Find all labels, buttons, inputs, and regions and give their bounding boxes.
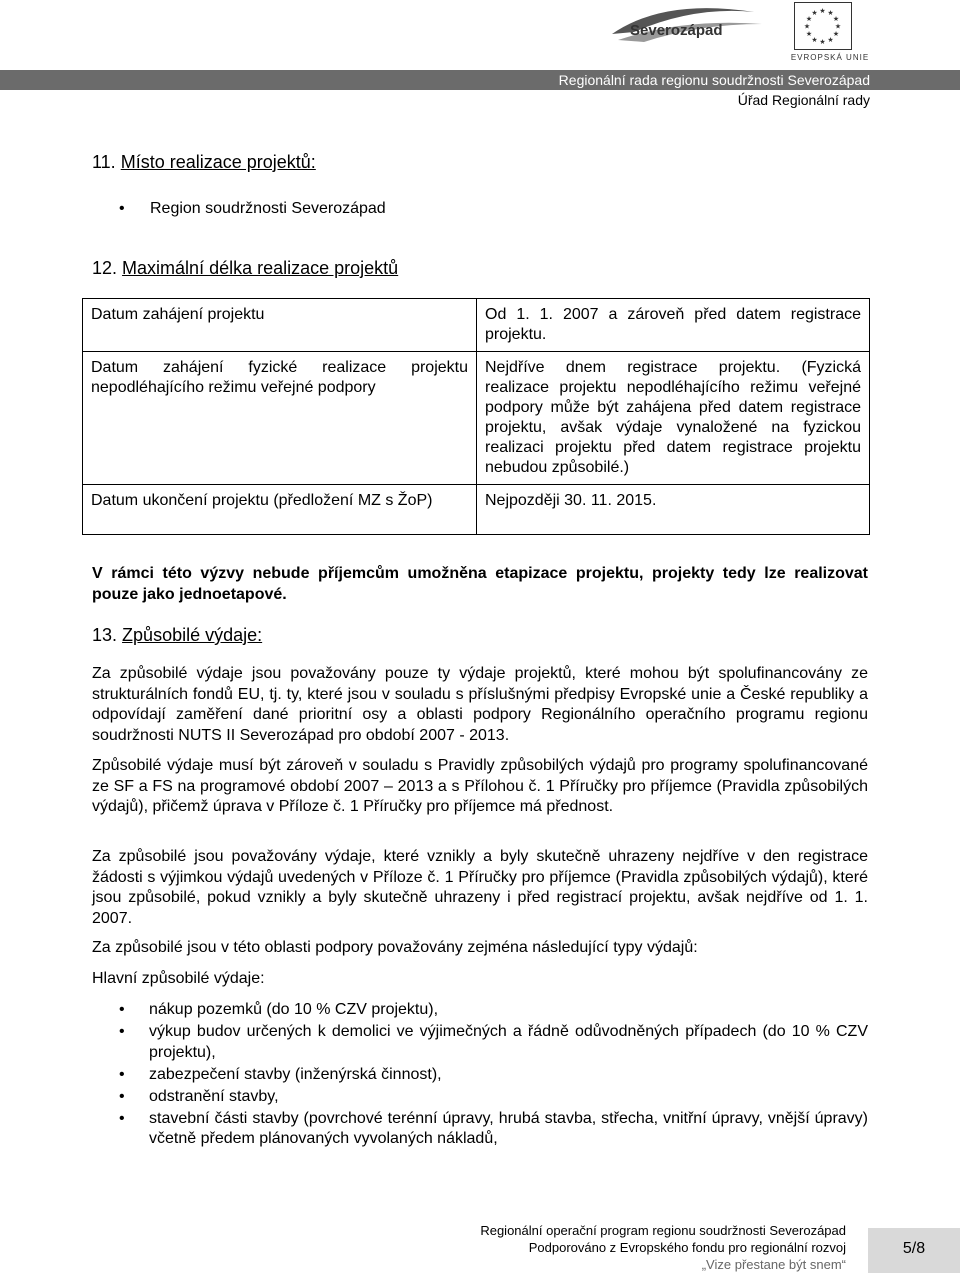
eu-flag-icon	[794, 2, 852, 50]
svg-text:★: ★	[811, 36, 818, 44]
header-bar	[0, 70, 960, 90]
section-11-heading	[92, 152, 316, 173]
etapization-note: V rámci této výzvy nebude příjemcům umožněna etapizace projektu, projekty tedy lze realizovat pouze jako jednoetapové.	[92, 565, 868, 603]
subheading: Hlavní způsobilé výdaje:	[92, 970, 265, 987]
section-11-bullet-text: Region soudržnosti Severozápad	[150, 200, 386, 217]
section-11-title: Místo realizace projektů:	[120, 152, 316, 172]
section-12-title: Maximální délka realizace projektů	[122, 258, 399, 278]
table-row	[83, 485, 870, 535]
section-12-heading	[92, 258, 398, 279]
severozapad-logo-text: Severozápad	[630, 22, 723, 39]
page-number: 5/8	[902, 1240, 926, 1257]
severozapad-swoosh-icon	[604, 4, 774, 48]
footer-program: Regionální operační program regionu soudržnosti Severozápad	[480, 1223, 846, 1238]
eu-logo	[788, 2, 872, 64]
svg-text:★: ★	[805, 15, 813, 23]
svg-text:★: ★	[803, 22, 811, 31]
paragraph: Za způsobilé výdaje jsou považovány pouze ty výdaje projektů, které mohou být spolufinancovány ze strukturálních fondů EU, tj. ty, které jsou v souladu s příslušnými předpisy Evropské unie a České republiky a odpovídají zaměření dané prioritní osy a oblasti podpory Regionálního operačního programu regionu soudržnosti NUTS II Severozápad pro období 2007 - 2013.	[92, 665, 868, 744]
table-row	[83, 299, 870, 352]
section-11-number: 11.	[92, 152, 116, 172]
svg-text:★: ★	[811, 9, 818, 17]
paragraph: Způsobilé výdaje musí být zároveň v souladu s Pravidly způsobilých výdajů pro programy spolufinancované ze SF a FS na programové období 2007 – 2013 a s Přílohou č. 1 Příručky pro příjemce (Pravidla způsobilých výdajů), přičemž úprava v Příloze č. 1 Příručky pro příjemce má přednost.	[92, 757, 868, 815]
table-row	[83, 352, 870, 485]
eligible-expenses-list	[92, 1000, 868, 1151]
bullet-icon: •	[119, 200, 125, 217]
svg-text:★: ★	[834, 22, 842, 31]
list-item: • nákup pozemků (do 10 % CZV projektu),	[92, 1000, 868, 1021]
table-cell-value: Nejpozději 30. 11. 2015.	[477, 485, 870, 535]
svg-text:★: ★	[832, 30, 840, 38]
section-13-heading	[92, 625, 262, 646]
footer-fund: Podporováno z Evropského fondu pro regionální rozvoj	[528, 1240, 846, 1255]
section-13-title: Způsobilé výdaje:	[122, 625, 263, 645]
section-13-number: 13.	[92, 625, 118, 645]
paragraph: Za způsobilé jsou považovány výdaje, které vznikly a byly skutečně uhrazeny nejdříve v den registrace žádosti s výjimkou výdajů uvedených v Příloze č. 1 Příručky pro příjemce (Pravidla způsobilých výdajů), které jsou způsobilé, pokud vznikly a byly skutečně uhrazeny i před registrací projektu, avšak nejdříve od 1. 1. 2007.	[92, 848, 868, 927]
realization-table	[82, 298, 870, 535]
page-number-box	[868, 1228, 960, 1273]
eu-logo-caption: EVROPSKÁ UNIE	[790, 53, 870, 62]
table-cell-value: Od 1. 1. 2007 a zároveň před datem registrace projektu.	[477, 299, 870, 352]
svg-text:★: ★	[819, 7, 826, 15]
header-bar-text: Regionální rada regionu soudržnosti Severozápad	[558, 72, 870, 88]
svg-text:★: ★	[819, 38, 826, 46]
svg-text:★: ★	[827, 9, 834, 17]
table-cell-label: Datum zahájení fyzické realizace projektu nepodléhajícího režimu veřejné podpory	[83, 352, 477, 485]
paragraph: Za způsobilé jsou v této oblasti podpory považovány zejména následující typy výdajů:	[92, 939, 698, 956]
svg-text:★: ★	[832, 15, 840, 23]
table-cell-label: Datum zahájení projektu	[83, 299, 477, 352]
section-12-number: 12.	[92, 258, 118, 278]
svg-text:★: ★	[805, 30, 813, 38]
list-item: • zabezpečení stavby (inženýrská činnost),	[92, 1065, 868, 1086]
svg-text:★: ★	[827, 36, 834, 44]
severozapad-logo	[604, 4, 774, 48]
list-item: • výkup budov určených k demolici ve výjimečných a řádně odůvodněných případech (do 10 % CZV projektu),	[92, 1022, 868, 1063]
footer-motto: „Vize přestane být snem“	[701, 1257, 846, 1272]
list-item: • odstranění stavby,	[92, 1087, 868, 1108]
list-item: • stavební části stavby (povrchové terénní úpravy, hrubá stavba, střecha, vnitřní úpravy, vnější úpravy) včetně předem plánovaných vyvolaných nákladů,	[92, 1109, 868, 1150]
header-subtitle: Úřad Regionální rady	[737, 92, 870, 108]
table-cell-value: Nejdříve dnem registrace projektu. (Fyzická realizace projektu nepodléhajícího režimu veřejné podpory může být zahájena před datem registrace projektu, avšak výdaje vynaložené na fyzickou realizaci projektu před datem registrace projektu nebudou způsobilé.)	[477, 352, 870, 485]
table-cell-label: Datum ukončení projektu (předložení MZ s ŽoP)	[83, 485, 477, 535]
